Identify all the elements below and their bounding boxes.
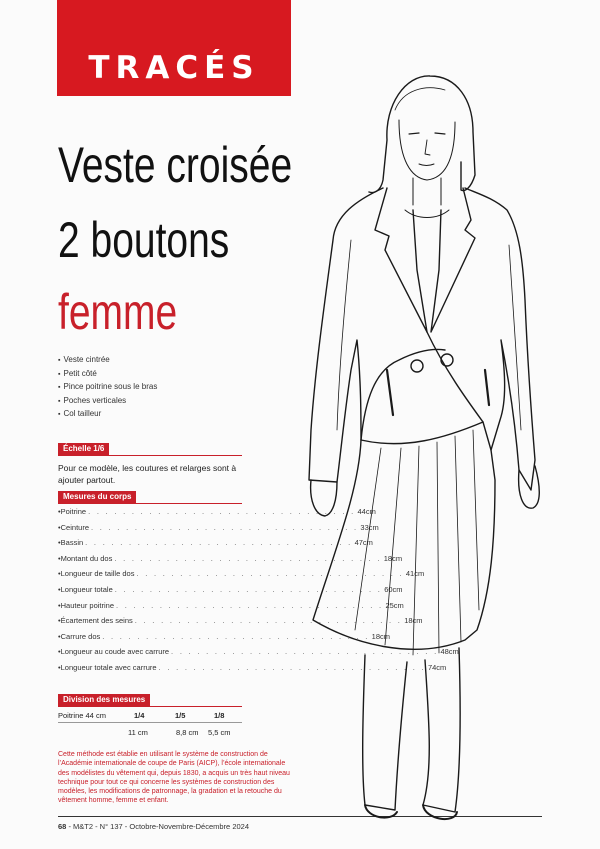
division-row-label: Poitrine 44 cm — [58, 711, 106, 720]
feature-list — [58, 354, 157, 422]
measure-leader: . . . . . . . . . . . . . . . . . . . . . . . . . . . . . . . — [136, 569, 404, 579]
measure-leader: . . . . . . . . . . . . . . . . . . . . . . . . . . . . . . . — [134, 616, 403, 626]
jacket-pocket — [485, 370, 489, 405]
measure-label: Poitrine — [60, 507, 87, 516]
division-header: 1/4 — [134, 711, 145, 720]
measure-row: • Longueur totale avec carrure . . . . . . . . . . . . . . . . . . . . . . . . . . . . . . . 74cm — [58, 663, 248, 675]
skirt-pleat — [437, 442, 439, 653]
jacket-pocket — [387, 370, 393, 415]
scale-label: Échelle 1/6 — [58, 443, 109, 455]
measure-value: 18cm — [404, 616, 423, 626]
division-row-divider — [58, 722, 242, 723]
jacket-hem — [361, 349, 445, 440]
measure-label: Montant du dos — [60, 553, 113, 563]
measure-row: • Ceinture . . . . . . . . . . . . . . . . . . . . . . . . . . . . . . . 33cm — [58, 523, 248, 535]
measure-value: 25cm — [385, 600, 404, 610]
jacket-button — [411, 360, 423, 372]
measure-row: • Écartement des seins . . . . . . . . . . . . . . . . . . . . . . . . . . . . . . . 18cm — [58, 616, 248, 628]
jacket-button — [441, 354, 453, 366]
footer-publication: - M&T2 - N° 137 - Octobre-Novembre-Décembre 2024 — [68, 822, 249, 831]
page-footer — [58, 822, 249, 831]
scale-note: Pour ce modèle, les coutures et relarges sont à ajouter partout. — [58, 463, 237, 485]
figure-shoe — [365, 805, 397, 818]
jacket-lapel-left — [375, 188, 427, 332]
feature-item: ▪ Poches verticales — [58, 395, 157, 409]
measure-label: Longueur au coude avec carrure — [60, 647, 170, 657]
measure-leader: . . . . . . . . . . . . . . . . . . . . . . . . . . . . . . . — [102, 631, 370, 641]
figure-face — [399, 120, 455, 180]
jacket-front-edge — [427, 332, 483, 422]
measure-label: Carrure dos — [60, 631, 101, 641]
feature-item: ▪ Petit côté — [58, 368, 157, 382]
page-title-line-2: 2 boutons — [58, 212, 230, 268]
measure-row: • Bassin . . . . . . . . . . . . . . . . . . . . . . . . . . . . . . . 47cm — [58, 538, 248, 550]
measure-label: Hauteur poitrine — [60, 600, 115, 610]
measure-value: 18cm — [383, 553, 403, 563]
measure-label: Écartement des seins — [60, 616, 133, 626]
jacket-lapel-right — [431, 188, 475, 332]
figure-top-collar — [405, 210, 449, 218]
measure-leader: . . . . . . . . . . . . . . . . . . . . . . . . . . . . . . . — [116, 600, 384, 610]
measure-leader: . . . . . . . . . . . . . . . . . . . . . . . . . . . . . . . — [114, 553, 382, 563]
method-note: Cette méthode est établie en utilisant le système de construction de l’Académie internationale de coupe de Paris (AICP), l’école internationale des modélistes du vêtement qui, depuis 1830, a acquis un très haut niveau technique pour tout ce qui concerne les systèmes de construction des modèles, les modifications de patronnage, la gradation et la retouche du vêtement homme, femme et enfant. — [58, 751, 290, 805]
measures-divider — [58, 503, 242, 504]
measure-row: • Montant du dos . . . . . . . . . . . . . . . . . . . . . . . . . . . . . . . 18cm — [58, 554, 248, 566]
measure-label: Bassin — [60, 538, 84, 548]
skirt-pleat — [473, 430, 479, 610]
figure-neck — [413, 178, 441, 205]
division-divider — [58, 706, 242, 707]
measure-leader: . . . . . . . . . . . . . . . . . . . . . . . . . . . . . . . — [91, 522, 359, 532]
fashion-illustration — [295, 70, 555, 830]
skirt-pleat — [355, 448, 381, 630]
division-label: Division des mesures — [58, 694, 150, 706]
measure-value: 74cm — [427, 663, 447, 672]
jacket-outline — [309, 188, 535, 490]
measure-label: Longueur totale — [60, 585, 113, 594]
division-value: 5,5 cm — [208, 728, 231, 737]
division-value: 11 cm — [128, 728, 148, 737]
measure-label: Longueur totale avec carrure — [60, 663, 157, 672]
division-header: 1/8 — [214, 711, 225, 720]
measure-row: • Poitrine . . . . . . . . . . . . . . . . . . . . . . . . . . . . . . . 44cm — [58, 507, 248, 519]
skirt-pleat — [385, 448, 401, 645]
measure-row: • Longueur de taille dos . . . . . . . . . . . . . . . . . . . . . . . . . . . . . . . 41cm — [58, 569, 248, 581]
page-number: 68 — [58, 822, 67, 831]
measure-row: • Longueur au coude avec carrure . . . . . . . . . . . . . . . . . . . . . . . . . . . . . . . 48cm — [58, 647, 248, 659]
measure-value: 18cm — [371, 631, 391, 641]
trouser-left — [363, 655, 407, 810]
measure-value: 47cm — [354, 538, 373, 548]
figure-hair — [369, 76, 475, 193]
measure-value: 41cm — [405, 569, 425, 579]
jacket-sleeve-seam — [337, 240, 351, 430]
page-title-line-1: Veste croisée — [58, 137, 293, 193]
measure-label: Ceinture — [60, 522, 89, 532]
measure-leader: . . . . . . . . . . . . . . . . . . . . . . . . . . . . . . . — [114, 585, 383, 594]
division-header: 1/5 — [175, 711, 186, 720]
measure-value: 33cm — [360, 522, 379, 532]
measure-value: 60cm — [384, 585, 403, 594]
skirt-pleat — [455, 436, 461, 642]
feature-item: ▪ Pince poitrine sous le bras — [58, 381, 157, 395]
jacket-sleeve-seam — [509, 245, 521, 430]
measure-leader: . . . . . . . . . . . . . . . . . . . . . . . . . . . . . . . — [171, 647, 439, 657]
feature-item: ▪ Veste cintrée — [58, 354, 157, 368]
figure-hair-shade — [395, 88, 445, 110]
measure-row: • Carrure dos . . . . . . . . . . . . . . . . . . . . . . . . . . . . . . . 18cm — [58, 632, 248, 644]
measure-leader: . . . . . . . . . . . . . . . . . . . . . . . . . . . . . . . — [88, 507, 356, 516]
scale-divider — [58, 455, 242, 456]
measure-value: 44cm — [357, 507, 376, 516]
page-title-line-3: femme — [58, 284, 178, 340]
section-title: TRACÉS — [88, 50, 260, 86]
skirt-pleat — [413, 446, 419, 655]
figure-hand — [311, 480, 337, 516]
measure-label: Longueur de taille dos — [60, 569, 135, 579]
measure-row: • Hauteur poitrine . . . . . . . . . . . . . . . . . . . . . . . . . . . . . . . 25cm — [58, 601, 248, 613]
feature-item: ▪ Col tailleur — [58, 408, 157, 422]
figure-mouth — [419, 164, 434, 166]
figure-nose — [425, 140, 430, 155]
skirt-outline — [313, 440, 495, 649]
measure-leader: . . . . . . . . . . . . . . . . . . . . . . . . . . . . . . . — [85, 538, 353, 548]
section-banner — [57, 0, 291, 96]
measure-value: 48cm — [440, 647, 459, 657]
measures-label: Mesures du corps — [58, 491, 136, 503]
figure-eyes — [409, 133, 445, 134]
measure-row: • Longueur totale . . . . . . . . . . . . . . . . . . . . . . . . . . . . . . . 60cm — [58, 585, 248, 597]
measure-leader: . . . . . . . . . . . . . . . . . . . . . . . . . . . . . . . — [158, 663, 426, 672]
trouser-right — [423, 648, 460, 812]
division-value: 8,8 cm — [176, 728, 199, 737]
